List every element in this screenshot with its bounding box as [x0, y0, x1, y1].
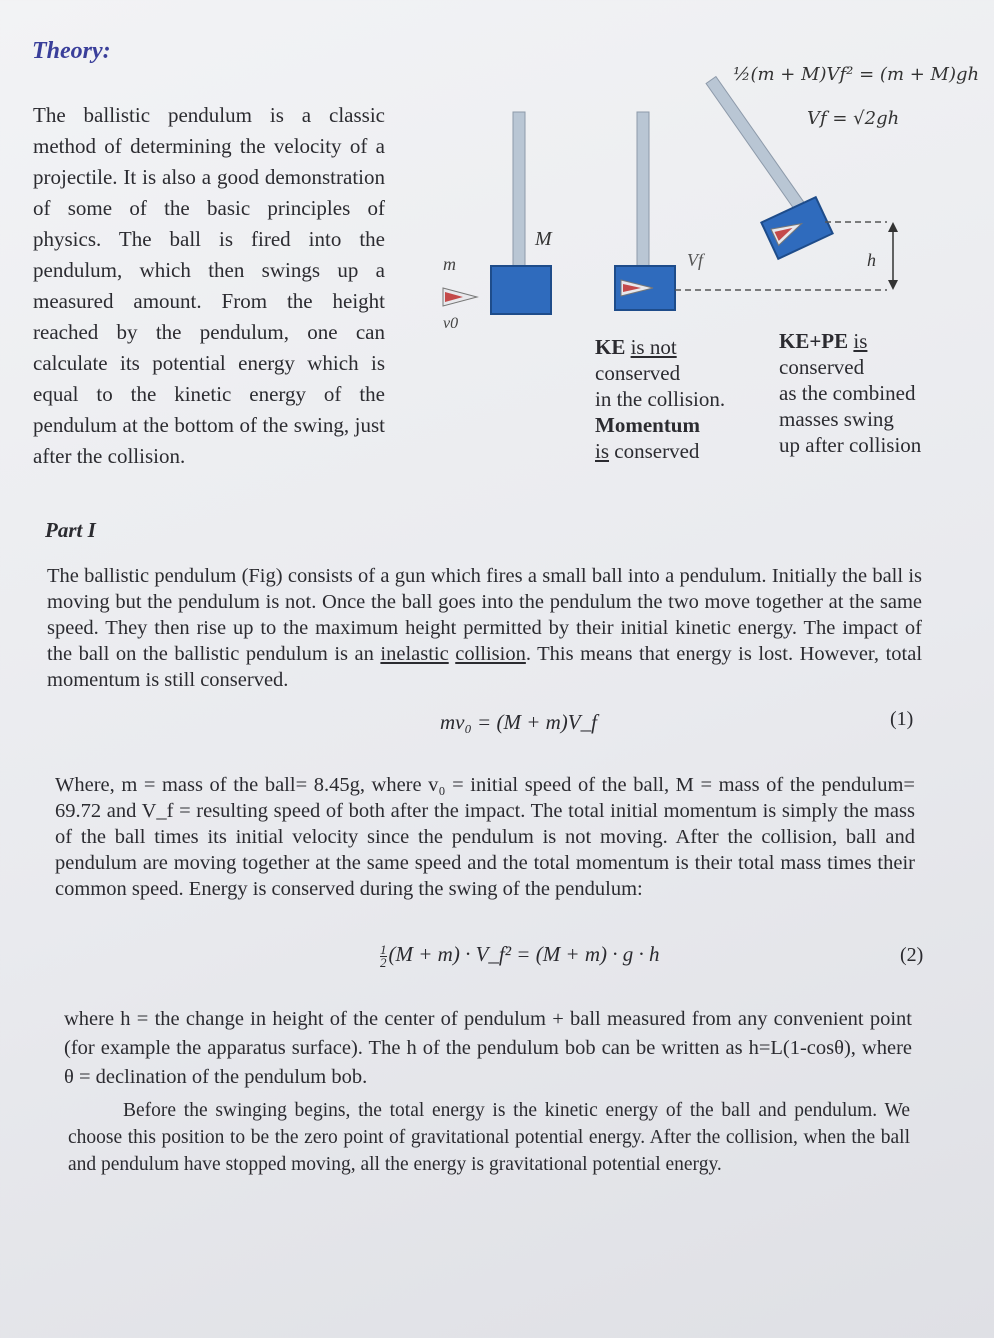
- equation-1: mv₀ = (M + m)V_f: [440, 710, 597, 734]
- momentum-is-label: is: [595, 439, 610, 463]
- pendulum-rod-3: [706, 77, 813, 223]
- para1-text-b: . This means that energy is lost. However, total momentum is still conserved.: [47, 643, 923, 691]
- collision-caption-line3: in the collision.: [595, 387, 726, 411]
- height-label: h: [867, 250, 876, 270]
- ball-mass-label: m: [443, 254, 456, 274]
- pendulum-mass-label: M: [535, 228, 552, 250]
- equation-2-body: (M + m) · V_f² = (M + m) · g · h: [388, 942, 660, 966]
- final-velocity-label: Vf: [687, 250, 703, 270]
- equation-1-number: (1): [890, 708, 914, 730]
- part-1-paragraph-4: Before the swinging begins, the total energy is the kinetic energy of the ball and pendulum. We choose this position to be the zero point of gravitational potential energy. After the collision, when the ball and pendulum have stopped moving, all the energy is gravitational potential energy.: [68, 1100, 910, 1175]
- part-1-paragraph-3: where h = the change in height of the center of pendulum + ball measured from any convenient point (for example the apparatus surface). The h of the pendulum bob can be written as h=L(1-cosθ), where θ = declination of the pendulum bob.: [64, 1008, 912, 1088]
- swing-caption: [779, 328, 979, 458]
- ke-label: KE: [595, 335, 626, 359]
- ballistic-pendulum-figure: [415, 50, 994, 480]
- kepe-label: KE+PE: [779, 329, 849, 353]
- collision-term: collision: [455, 643, 526, 665]
- part-1-heading: Part I: [45, 518, 96, 542]
- swing-caption-line3: as the combined: [779, 381, 916, 405]
- pendulum-rod-1: [513, 112, 525, 272]
- swing-caption-line4: masses swing: [779, 407, 894, 431]
- para1-text-a: The ballistic pendulum (Fig) consists of a gun which fires a small ball into a pendulum. Initially the ball is moving but the pendulum is not. Once the ball goes into the pendulum the two move together at the same speed. They then rise up to the maximum height permitted by their initial kinetic energy. The impact of the ball on the ballistic pendulum is an: [47, 565, 922, 665]
- momentum-label: Momentum: [595, 413, 700, 437]
- theory-heading: Theory:: [32, 38, 111, 64]
- equation-2: [380, 942, 660, 969]
- swing-caption-line5: up after collision: [779, 433, 922, 457]
- is-not-label: is not: [630, 335, 677, 359]
- pendulum-bob-1: [491, 266, 551, 314]
- initial-velocity-label: v0: [443, 315, 459, 332]
- vf-equation: Vf = √2gh: [807, 108, 900, 129]
- collision-caption: [595, 334, 755, 464]
- collision-caption-line2: conserved: [595, 361, 681, 385]
- equation-2-fraction: $\frac{1}{2}$: [380, 941, 387, 970]
- pendulum-rod-2: [637, 112, 649, 272]
- inelastic-term: inelastic: [380, 643, 449, 665]
- theory-intro-paragraph: The ballistic pendulum is a classic method of determining the velocity of a projectile. It is also a good demonstration of some of the basic principles of physics. The ball is fired into the pendulum, which then swings up a measured amount. From the height reached by the pendulum, one can calculate its potential energy which is equal to the kinetic energy of the pendulum at the bottom of the swing, just after the collision.: [33, 103, 385, 468]
- swing-caption-line2: conserved: [779, 355, 865, 379]
- part-1-paragraph-1: [47, 563, 922, 693]
- part-1-paragraph-2: Where, m = mass of the ball= 8.45g, where v₀ = initial speed of the ball, M = mass of the pendulum= 69.72 and V_f = resulting speed of both after the impact. The total initial momentum is simply the mass of the ball times its initial velocity since the pendulum is not moving. After the collision, ball and pendulum are moving together at the same speed and the total momentum is their total mass times their common speed. Energy is conserved during the swing of the pendulum:: [55, 774, 915, 900]
- equation-2-number: (2): [900, 944, 924, 966]
- kepe-is-label: is: [853, 329, 868, 353]
- energy-equation: ½(m + M)Vf² = (m + M)gh: [733, 64, 980, 85]
- momentum-conserved-label: conserved: [614, 439, 700, 463]
